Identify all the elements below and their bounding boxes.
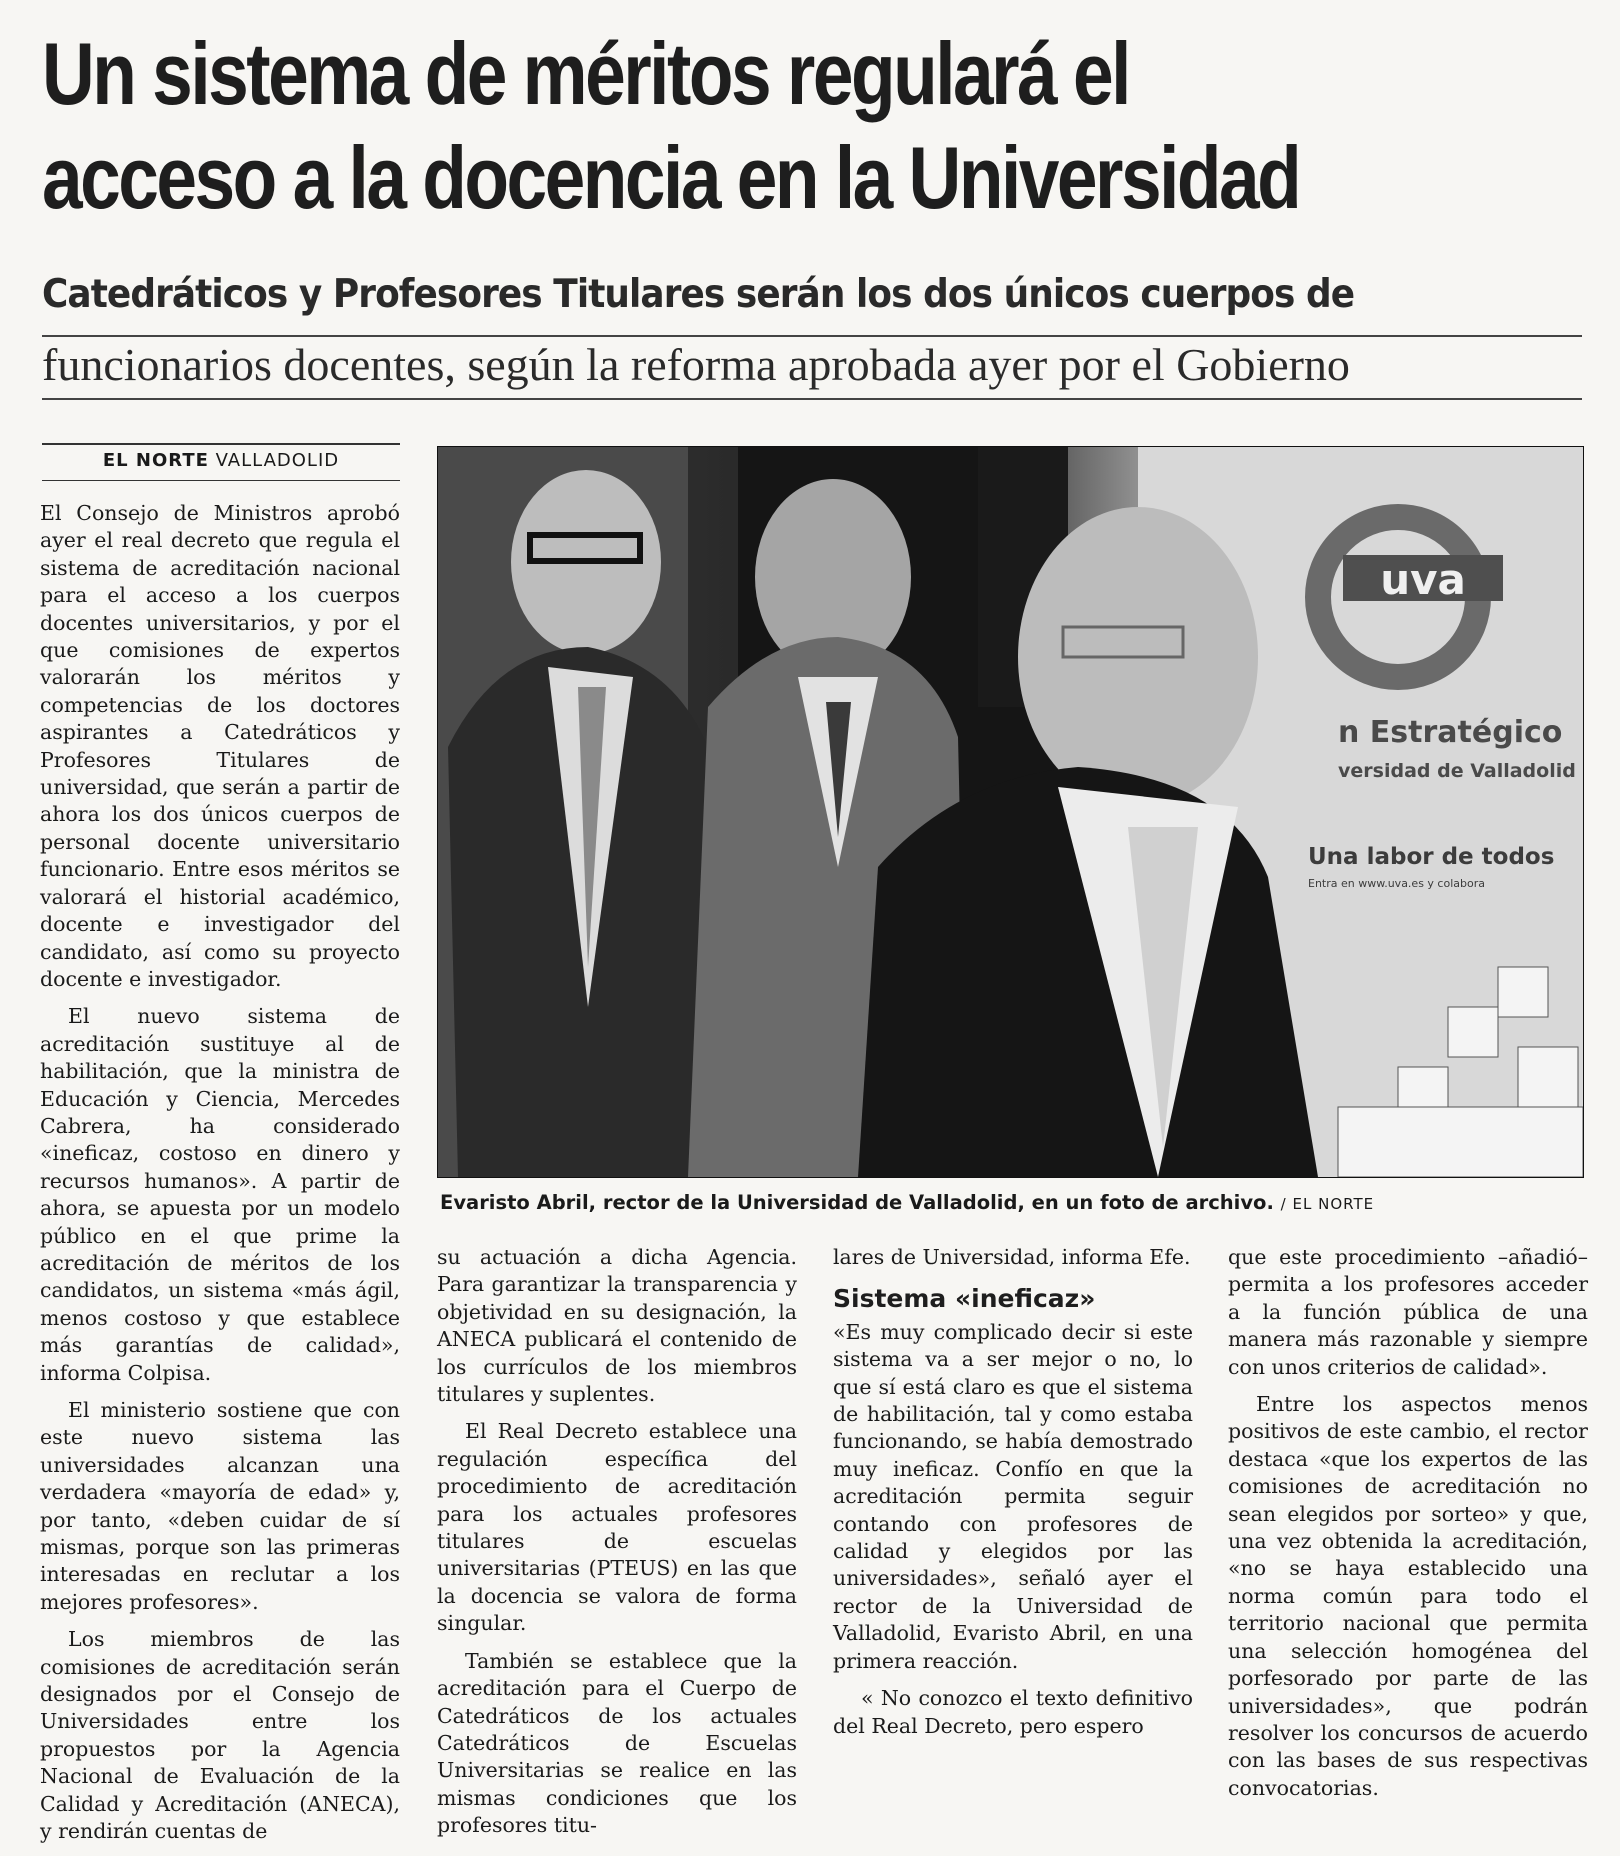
paragraph: Entre los aspectos menos positivos de este cambio, el rector destaca «que los expertos de las comisiones de acreditación no sean elegidos por sorteo» y que, una vez obtenida la acreditación, «no se haya establecido una norma común para todo el territorio nacional que permita una selección homogénea del porfesorado por parte de las universidades», que podrán resolver los concursos de acuerdo con las bases de sus respectivas convocatorias. bbox=[1228, 1392, 1588, 1800]
article-column-1 bbox=[40, 500, 400, 1856]
subheadline-line-2: funcionarios docentes, según la reforma aprobada ayer por el Gobierno bbox=[42, 339, 1350, 390]
paragraph: También se establece que la acreditación para el Cuerpo de Catedráticos de los actuales Catedráticos de Escuelas Universitarias se realice en las mismas condiciones que los profesores titu- bbox=[437, 1648, 797, 1838]
paragraph: El nuevo sistema de acreditación sustituye al de habilitación, que la ministra de Educación y Ciencia, Mercedes Cabrera, ha considerado «ineficaz, costoso en dinero y recursos humanos». A partir de ahora, se apuesta por un modelo público en el que prime la acreditación de méritos de los candidatos, un sistema «más ágil, menos costoso y que establece más garantías de calidad», informa Colpisa. bbox=[40, 1004, 400, 1385]
section-subhead: Sistema «ineficaz» bbox=[833, 1284, 1096, 1314]
photo-banner-line-1: n Estratégico bbox=[1338, 715, 1563, 750]
paragraph: El Consejo de Ministros aprobó ayer el real decreto que regula el sistema de acreditación nacional para el acceso a los cuerpos docentes universitarios, y por el que comisiones de expertos valorarán los méritos y competencias de los doctores aspirantes a Catedráticos y Profesores Titulares de universidad, que serán a partir de ahora los dos únicos cuerpos de personal docente universitario funcionario. Entre esos méritos se valorará el historial académico, docente e investigador del candidato, así como su proyecto docente e investigador. bbox=[40, 501, 400, 991]
paragraph: Los miembros de las comisiones de acreditación serán designados por el Consejo de Universidades entre los propuestos por la Agencia Nacional de Evaluación de la Calidad y Acreditación (ANECA), y rendirán cuentas de bbox=[40, 1627, 400, 1844]
headline-line-1: Un sistema de méritos regulará el bbox=[42, 24, 1129, 123]
subheadline-bottom-rule bbox=[42, 398, 1582, 400]
photo-caption bbox=[440, 1191, 1374, 1214]
photo-illustration bbox=[438, 447, 1583, 1177]
subheadline-line-1: Catedráticos y Profesores Titulares serán los dos únicos cuerpos de bbox=[42, 272, 1355, 317]
photo-banner-line-3: Una labor de todos bbox=[1308, 844, 1555, 870]
byline-city: VALLADOLID bbox=[215, 450, 340, 471]
byline-source: EL NORTE bbox=[102, 450, 209, 471]
paragraph: El ministerio sostiene que con este nuevo sistema las universidades alcanzan una verdadera «mayoría de edad» y, por tanto, «deben cuidar de sí mismas, porque son las primeras interesadas en reclutar a los mejores profesores». bbox=[40, 1398, 400, 1614]
byline-top-rule bbox=[42, 443, 400, 445]
byline-bottom-rule bbox=[42, 480, 400, 481]
headline bbox=[42, 22, 1337, 230]
subheadline-rule bbox=[42, 335, 1582, 337]
paragraph: su actuación a dicha Agencia. Para garantizar la transparencia y objetividad en su designación, la ANECA publicará el contenido de los currículos de los miembros titulares y suplentes. bbox=[437, 1245, 797, 1407]
caption-credit: / EL NORTE bbox=[1280, 1195, 1375, 1213]
article-column-4 bbox=[1228, 1244, 1588, 1812]
paragraph: lares de Universidad, informa Efe. bbox=[833, 1245, 1191, 1269]
byline bbox=[42, 450, 400, 471]
paragraph: « No conozco el texto definitivo del Real Decreto, pero espero bbox=[833, 1686, 1193, 1738]
photo-banner-line-4: Entra en www.uva.es y colabora bbox=[1308, 877, 1485, 890]
news-photo bbox=[437, 446, 1584, 1178]
paragraph: que este procedimiento –añadió– permita a los profesores acceder a la función pública de una manera más razonable y siempre con unos criterios de calidad». bbox=[1228, 1245, 1588, 1379]
article-column-3 bbox=[833, 1244, 1193, 1750]
headline-line-2: acceso a la docencia en la Universidad bbox=[42, 128, 1300, 227]
photo-logo-text: uva bbox=[1380, 555, 1466, 604]
photo-banner-line-2: versidad de Valladolid bbox=[1338, 760, 1576, 782]
paragraph: El Real Decreto establece una regulación específica del procedimiento de acreditación para los actuales profesores titulares de escuelas universitarias (PTEUS) en las que la docencia se valora de forma singular. bbox=[437, 1419, 797, 1636]
paragraph: «Es muy complicado decir si este sistema va a ser mejor o no, lo que sí está claro es que el sistema de habilitación, tal y como estaba funcionando, se había demostrado muy ineficaz. Confío en que la acreditación permita seguir contando con profesores de calidad y elegidos por las universidades», señaló ayer el rector de la Universidad de Valladolid, Evaristo Abril, en una primera reacción. bbox=[833, 1319, 1193, 1673]
caption-text: Evaristo Abril, rector de la Universidad de Valladolid, en un foto de archivo. bbox=[440, 1191, 1274, 1214]
article-column-2 bbox=[437, 1244, 797, 1850]
